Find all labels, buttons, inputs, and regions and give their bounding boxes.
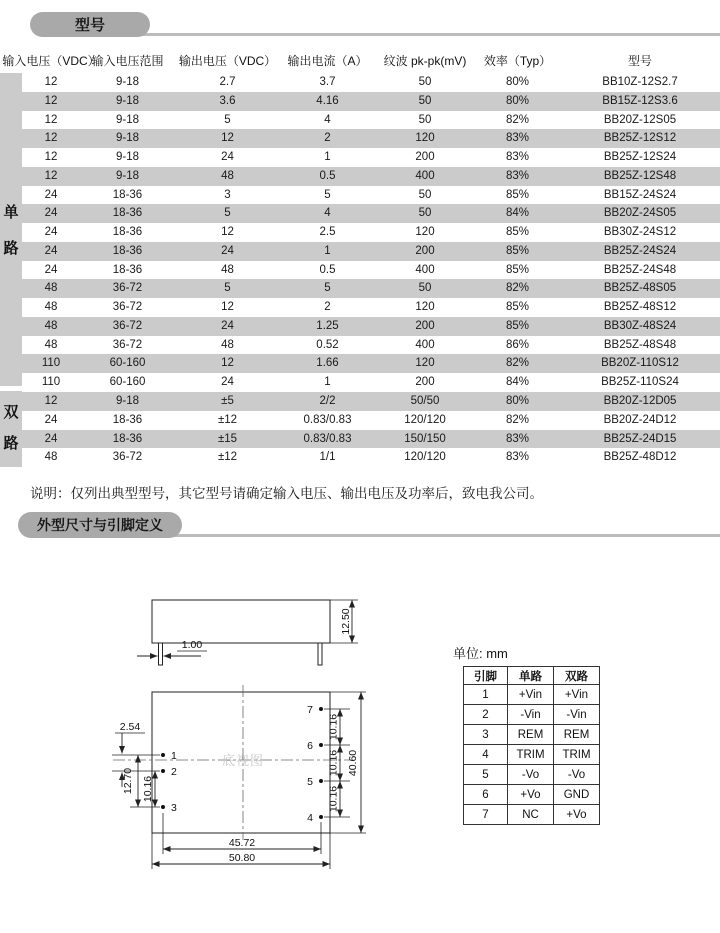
pin-table-row [464, 785, 600, 805]
pin-dot-7 [319, 707, 323, 711]
cell-pin-dual: GND [554, 785, 600, 805]
cell-input-range: 60-160 [109, 376, 146, 389]
model-table-row [22, 73, 720, 92]
model-table-row [22, 279, 720, 298]
cell-output-current: 1/1 [319, 451, 336, 464]
model-table-row [22, 298, 720, 317]
side-pin-left [159, 643, 163, 665]
group-label-dual: 双路 [3, 404, 19, 452]
cell-efficiency: 80% [505, 76, 530, 88]
cell-ripple: 50/50 [410, 395, 440, 408]
cell-input-range: 36-72 [112, 451, 143, 464]
cell-output-current: 2 [324, 132, 331, 145]
cell-ripple: 50 [418, 188, 432, 201]
cell-output-current: 2.5 [319, 226, 336, 239]
dim-label-pin-width: 1.00 [181, 639, 203, 651]
model-table-body [22, 73, 720, 467]
dimension-drawings [0, 575, 400, 880]
col-header-model: 型号 [627, 54, 652, 68]
cell-output-voltage: 24 [221, 376, 234, 389]
cell-ripple: 400 [415, 263, 435, 276]
cell-ripple: 120 [415, 226, 435, 239]
pin-table-body [464, 685, 600, 825]
pin-number-5: 5 [307, 776, 313, 788]
cell-output-voltage: 12 [221, 301, 234, 314]
cell-output-current: 5 [324, 188, 331, 201]
cell-model-number: BB25Z-12S48 [603, 169, 677, 182]
cell-output-voltage: 24 [221, 244, 234, 257]
cell-input-range: 9-18 [115, 113, 140, 126]
cell-pin-number: 3 [464, 725, 508, 745]
pin-col-header-dual: 双路 [554, 667, 600, 685]
cell-input-voltage: 12 [44, 76, 58, 88]
cell-pin-single: -Vin [508, 705, 554, 725]
cell-input-voltage: 48 [44, 451, 58, 464]
pin-dot-1 [161, 753, 165, 757]
cell-efficiency: 83% [505, 169, 530, 182]
cell-output-voltage: 5 [224, 282, 231, 295]
cell-model-number: BB15Z-12S3.6 [602, 94, 678, 107]
cell-input-voltage: 48 [44, 319, 58, 332]
cell-input-range: 36-72 [112, 319, 143, 332]
cell-pin-dual: REM [554, 725, 600, 745]
pin-table-row [464, 725, 600, 745]
col-header-input-voltage: 输入电压（VDC） [2, 54, 100, 68]
cell-model-number: BB25Z-48S12 [603, 301, 677, 314]
cell-output-current: 0.83/0.83 [303, 432, 352, 445]
cell-input-range: 36-72 [112, 282, 143, 295]
model-table-row [22, 354, 720, 373]
cell-pin-single: +Vin [508, 685, 554, 705]
cell-efficiency: 85% [505, 319, 530, 332]
cell-input-voltage: 12 [44, 132, 58, 145]
dim-label-left-pitch: 10.16 [142, 775, 154, 803]
cell-pin-dual: -Vo [554, 765, 600, 785]
cell-ripple: 120 [415, 357, 435, 370]
cell-input-voltage: 110 [41, 376, 61, 389]
cell-pin-dual: +Vin [554, 685, 600, 705]
cell-input-range: 18-36 [112, 226, 143, 239]
cell-input-range: 9-18 [115, 76, 140, 88]
cell-input-range: 36-72 [112, 338, 143, 351]
cell-ripple: 120/120 [404, 451, 446, 464]
cell-model-number: BB15Z-24S24 [603, 188, 677, 201]
cell-pin-dual: +Vo [554, 805, 600, 825]
cell-input-range: 9-18 [115, 94, 140, 107]
cell-input-voltage: 48 [44, 301, 58, 314]
cell-ripple: 200 [415, 319, 435, 332]
cell-pin-number: 5 [464, 765, 508, 785]
cell-input-range: 36-72 [112, 301, 143, 314]
cell-output-voltage: 3 [224, 188, 231, 201]
col-header-output-voltage: 输出电压（VDC） [178, 54, 277, 68]
cell-output-voltage: 3.6 [219, 94, 236, 107]
pin-dot-3 [161, 805, 165, 809]
model-table-row [22, 317, 720, 336]
cell-pin-number: 4 [464, 745, 508, 765]
cell-output-current: 5 [324, 282, 331, 295]
col-header-input-range: 输入电压范围 [91, 54, 164, 68]
cell-output-current: 4 [324, 113, 331, 126]
cell-input-range: 18-36 [112, 413, 143, 426]
cell-pin-single: +Vo [508, 785, 554, 805]
pin-table-row [464, 765, 600, 785]
model-table-row [22, 373, 720, 392]
model-table-row [22, 186, 720, 205]
cell-efficiency: 80% [505, 94, 530, 107]
cell-output-voltage: 12 [221, 132, 234, 145]
cell-output-current: 0.5 [319, 263, 336, 276]
cell-output-current: 1.66 [316, 357, 339, 370]
cell-efficiency: 80% [505, 395, 530, 408]
cell-input-voltage: 24 [44, 244, 58, 257]
cell-input-range: 60-160 [109, 357, 146, 370]
dim-label-pitch-7-6: 10.16 [327, 713, 340, 741]
model-table-header-row [2, 48, 720, 73]
cell-model-number: BB20Z-110S12 [601, 357, 679, 370]
pin-dot-2 [161, 769, 165, 773]
cell-model-number: BB25Z-48S05 [603, 282, 677, 295]
cell-input-voltage: 12 [44, 169, 58, 182]
cell-pin-single: REM [508, 725, 554, 745]
pin-number-2: 2 [171, 766, 177, 778]
model-table-row [22, 242, 720, 261]
cell-output-current: 0.83/0.83 [303, 413, 352, 426]
model-table-row [22, 167, 720, 186]
cell-input-voltage: 24 [44, 188, 58, 201]
cell-model-number: BB25Z-24D15 [603, 432, 677, 445]
cell-input-voltage: 48 [44, 282, 58, 295]
cell-ripple: 50 [418, 113, 432, 126]
dim-label-pitch-6-5: 10.16 [327, 749, 340, 777]
cell-efficiency: 83% [505, 132, 530, 145]
cell-efficiency: 85% [505, 188, 530, 201]
pin-table-header-row [464, 667, 600, 685]
pin-number-7: 7 [307, 704, 313, 716]
cell-input-voltage: 48 [44, 338, 58, 351]
section-title-dimensions: 外型尺寸与引脚定义 [18, 512, 182, 538]
cell-model-number: BB25Z-24S48 [603, 263, 677, 276]
cell-efficiency: 83% [505, 451, 530, 464]
module-body-side [152, 600, 330, 643]
dim-label-total-height: 40.60 [347, 749, 359, 777]
cell-model-number: BB20Z-12D05 [603, 395, 677, 408]
cell-output-current: 2/2 [319, 395, 336, 408]
dim-label-outer-width: 50.80 [228, 852, 256, 864]
section-divider-line-models [60, 33, 720, 36]
model-table [22, 73, 720, 467]
model-table-row [22, 129, 720, 148]
pin-number-1: 1 [171, 750, 177, 762]
cell-model-number: BB20Z-24S05 [603, 207, 677, 220]
cell-output-voltage: 12 [221, 226, 234, 239]
cell-ripple: 200 [415, 244, 435, 257]
cell-input-voltage: 12 [44, 94, 58, 107]
cell-input-voltage: 24 [44, 413, 58, 426]
cell-pin-single: NC [508, 805, 554, 825]
model-table-row [22, 392, 720, 411]
cell-input-range: 9-18 [115, 132, 140, 145]
pin-table-row [464, 705, 600, 725]
cell-ripple: 200 [415, 376, 435, 389]
pin-table-row [464, 685, 600, 705]
side-pin-right [318, 643, 322, 665]
cell-output-current: 4 [324, 207, 331, 220]
cell-ripple: 120 [415, 132, 435, 145]
cell-model-number: BB20Z-12S05 [603, 113, 677, 126]
cell-input-range: 18-36 [112, 188, 143, 201]
side-view-drawing [137, 600, 358, 665]
pin-table-row [464, 745, 600, 765]
cell-input-voltage: 12 [44, 395, 58, 408]
cell-input-range: 18-36 [112, 244, 143, 257]
cell-pin-number: 1 [464, 685, 508, 705]
cell-output-current: 0.52 [316, 338, 339, 351]
model-table-row [22, 92, 720, 111]
note-text: 说明：仅列出典型型号，其它型号请确定输入电压、输出电压及功率后，致电我公司。 [30, 486, 543, 501]
cell-efficiency: 83% [505, 151, 530, 164]
cell-efficiency: 82% [505, 357, 530, 370]
cell-efficiency: 86% [505, 338, 530, 351]
model-table-row [22, 111, 720, 130]
cell-pin-number: 2 [464, 705, 508, 725]
cell-output-current: 1 [324, 376, 331, 389]
cell-model-number: BB25Z-12S12 [603, 132, 677, 145]
cell-output-voltage: 24 [221, 151, 234, 164]
pin-col-header-single: 单路 [508, 667, 554, 685]
cell-output-voltage: 5 [224, 113, 231, 126]
cell-pin-number: 6 [464, 785, 508, 805]
cell-model-number: BB30Z-24S12 [603, 226, 677, 239]
model-table-row [22, 336, 720, 355]
cell-input-range: 9-18 [115, 395, 140, 408]
cell-model-number: BB25Z-48S48 [603, 338, 677, 351]
bottom-view-drawing [112, 685, 366, 869]
pin-col-header-pin: 引脚 [464, 667, 508, 685]
cell-pin-dual: TRIM [554, 745, 600, 765]
cell-model-number: BB25Z-110S24 [601, 376, 679, 389]
dim-label-pin-offset: 2.54 [119, 721, 141, 733]
cell-output-voltage: 48 [221, 169, 234, 182]
cell-model-number: BB20Z-24D12 [603, 413, 677, 426]
col-header-ripple: 纹波 pk-pk(mV) [383, 54, 467, 68]
model-table-row [22, 204, 720, 223]
dim-label-inner-width: 45.72 [228, 837, 256, 849]
pin-dot-5 [319, 779, 323, 783]
cell-model-number: BB25Z-24S24 [603, 244, 677, 257]
cell-ripple: 150/150 [404, 432, 446, 445]
cell-output-current: 1 [324, 151, 331, 164]
cell-ripple: 200 [415, 151, 435, 164]
cell-output-voltage: 2.7 [219, 76, 236, 88]
bottom-view-label: 底视图 [221, 753, 265, 768]
cell-input-voltage: 24 [44, 226, 58, 239]
col-header-efficiency: 效率（Typ） [483, 54, 552, 68]
cell-ripple: 120 [415, 301, 435, 314]
cell-input-range: 18-36 [112, 432, 143, 445]
cell-efficiency: 85% [505, 226, 530, 239]
model-table-row [22, 148, 720, 167]
cell-efficiency: 82% [505, 282, 530, 295]
cell-output-current: 0.5 [319, 169, 336, 182]
cell-efficiency: 85% [505, 244, 530, 257]
dim-label-side-height: 12.50 [340, 608, 352, 635]
model-table-row [22, 448, 720, 467]
cell-output-voltage: ±12 [217, 451, 238, 464]
cell-ripple: 400 [415, 338, 435, 351]
cell-input-voltage: 24 [44, 263, 58, 276]
model-table-row [22, 411, 720, 430]
cell-ripple: 50 [418, 207, 432, 220]
cell-efficiency: 82% [505, 113, 530, 126]
pin-number-6: 6 [307, 740, 313, 752]
cell-output-voltage: ±12 [217, 413, 238, 426]
cell-input-range: 9-18 [115, 151, 140, 164]
cell-model-number: BB30Z-48S24 [603, 319, 677, 332]
model-table-row [22, 261, 720, 280]
cell-efficiency: 84% [505, 207, 530, 220]
cell-input-voltage: 110 [41, 357, 61, 370]
cell-output-voltage: ±5 [221, 395, 234, 408]
cell-output-current: 1.25 [316, 319, 339, 332]
cell-pin-single: -Vo [508, 765, 554, 785]
cell-output-current: 2 [324, 301, 331, 314]
pin-table-row [464, 805, 600, 825]
cell-output-voltage: ±15 [217, 432, 238, 445]
cell-efficiency: 83% [505, 432, 530, 445]
cell-output-voltage: 5 [224, 207, 231, 220]
cell-ripple: 120/120 [404, 413, 446, 426]
cell-output-current: 3.7 [319, 76, 336, 88]
cell-model-number: BB25Z-12S24 [603, 151, 677, 164]
cell-ripple: 50 [418, 282, 432, 295]
cell-pin-single: TRIM [508, 745, 554, 765]
cell-output-current: 4.16 [316, 94, 339, 107]
cell-input-range: 18-36 [112, 207, 143, 220]
pin-dot-4 [319, 815, 323, 819]
model-table-row [22, 223, 720, 242]
pin-number-4: 4 [307, 812, 313, 824]
cell-ripple: 50 [418, 76, 432, 88]
section-title-models: 型号 [30, 12, 150, 37]
group-label-single: 单路 [3, 204, 19, 257]
cell-input-voltage: 24 [44, 432, 58, 445]
pin-dot-6 [319, 743, 323, 747]
cell-efficiency: 84% [505, 376, 530, 389]
cell-input-range: 9-18 [115, 169, 140, 182]
cell-model-number: BB10Z-12S2.7 [602, 76, 678, 88]
cell-input-range: 18-36 [112, 263, 143, 276]
cell-efficiency: 85% [505, 263, 530, 276]
col-header-output-current: 输出电流（A） [287, 54, 368, 68]
cell-input-voltage: 24 [44, 207, 58, 220]
dim-label-left-height: 12.70 [122, 767, 134, 795]
cell-output-voltage: 12 [221, 357, 234, 370]
pin-number-3: 3 [171, 802, 177, 814]
cell-output-voltage: 24 [221, 319, 234, 332]
cell-output-voltage: 48 [221, 263, 234, 276]
cell-ripple: 50 [418, 94, 432, 107]
cell-input-voltage: 12 [44, 113, 58, 126]
cell-ripple: 400 [415, 169, 435, 182]
cell-output-current: 1 [324, 244, 331, 257]
cell-input-voltage: 12 [44, 151, 58, 164]
cell-efficiency: 85% [505, 301, 530, 314]
cell-pin-number: 7 [464, 805, 508, 825]
model-table-row [22, 430, 720, 449]
unit-label: 单位: mm [453, 646, 508, 661]
cell-efficiency: 82% [505, 413, 530, 426]
cell-model-number: BB25Z-48D12 [603, 451, 677, 464]
cell-output-voltage: 48 [221, 338, 234, 351]
dim-label-pitch-5-4: 10.16 [327, 785, 340, 813]
cell-pin-dual: -Vin [554, 705, 600, 725]
pin-definition-table [463, 666, 600, 825]
